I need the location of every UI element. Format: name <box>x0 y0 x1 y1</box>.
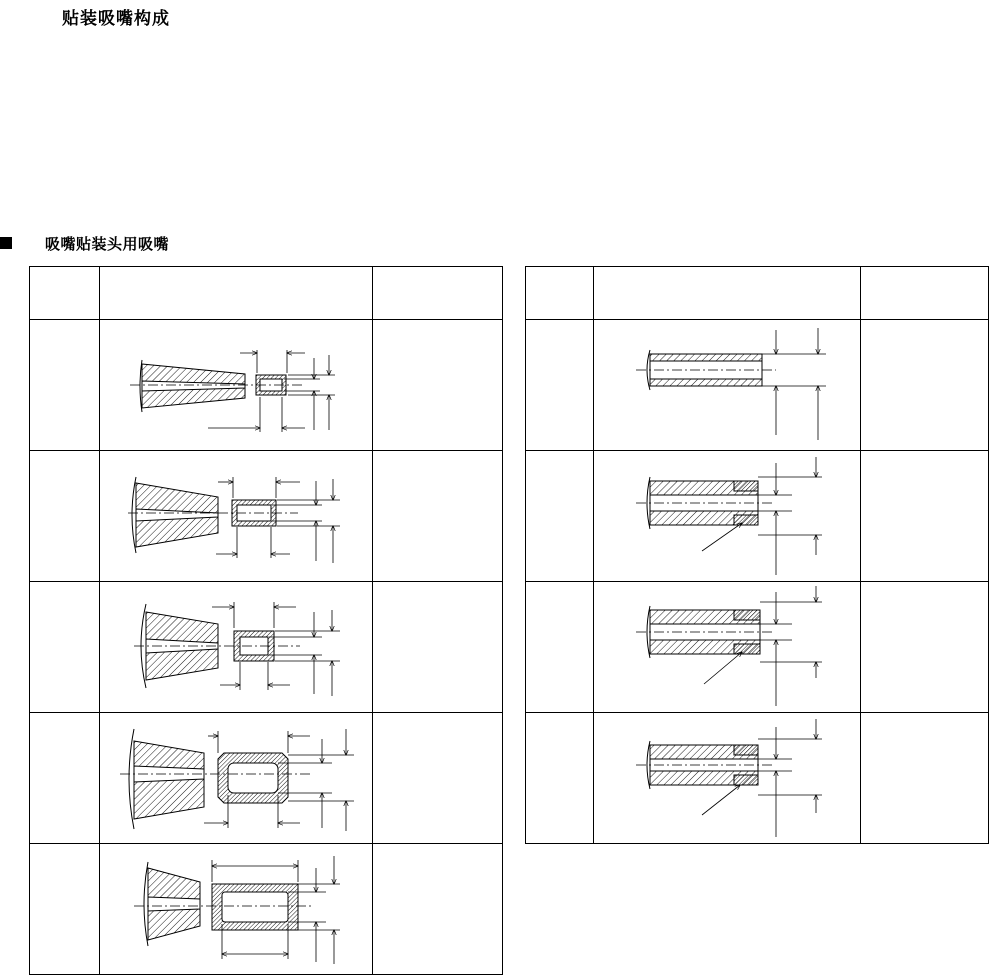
note-cell <box>373 713 503 844</box>
table-row <box>526 713 989 844</box>
table-row <box>526 451 989 582</box>
table-header-row <box>526 267 989 320</box>
figure-cell <box>100 713 373 844</box>
header-cell <box>594 267 861 320</box>
nozzle-straight-tube-diagram <box>594 320 861 450</box>
nozzle-tube-with-tip-ring-diagram <box>594 451 861 581</box>
nozzle-small-rect-tip-diagram <box>100 320 373 450</box>
header-cell <box>30 267 100 320</box>
note-cell <box>373 582 503 713</box>
figure-cell <box>594 320 861 451</box>
nozzle-large-rounded-tip-diagram <box>100 713 373 843</box>
table-header-row <box>30 267 503 320</box>
table-row <box>30 713 503 844</box>
figure-cell <box>100 451 373 582</box>
row-id-cell <box>30 451 100 582</box>
figure-cell <box>594 582 861 713</box>
table-row <box>30 320 503 451</box>
row-id-cell <box>30 844 100 975</box>
page-title: 贴装吸嘴构成 <box>62 9 170 29</box>
square-bullet-icon <box>0 237 12 249</box>
note-cell <box>861 320 989 451</box>
right-nozzle-table <box>525 266 989 844</box>
nozzle-medium-rect-tip-diagram <box>100 451 373 581</box>
row-id-cell <box>30 582 100 713</box>
figure-cell <box>100 320 373 451</box>
row-id-cell <box>526 320 594 451</box>
left-nozzle-table <box>29 266 503 975</box>
table-row <box>30 451 503 582</box>
table-row <box>526 320 989 451</box>
table-row <box>30 844 503 975</box>
note-cell <box>373 451 503 582</box>
figure-cell <box>100 582 373 713</box>
row-id-cell <box>526 582 594 713</box>
nozzle-tube-with-tip-ring-narrow-diagram <box>594 713 861 843</box>
note-cell <box>861 713 989 844</box>
note-cell <box>373 844 503 975</box>
header-cell <box>526 267 594 320</box>
figure-cell <box>594 713 861 844</box>
nozzle-medium-square-tip-diagram <box>100 582 373 712</box>
table-row <box>30 582 503 713</box>
header-cell <box>100 267 373 320</box>
row-id-cell <box>526 451 594 582</box>
note-cell <box>861 451 989 582</box>
figure-cell <box>594 451 861 582</box>
section-heading <box>0 233 169 253</box>
row-id-cell <box>30 713 100 844</box>
section-heading-text: 吸嘴贴装头用吸嘴 <box>45 234 170 253</box>
figure-cell <box>100 844 373 975</box>
row-id-cell <box>526 713 594 844</box>
note-cell <box>373 320 503 451</box>
nozzle-tube-with-tip-ring-wide-diagram <box>594 582 861 712</box>
table-row <box>526 582 989 713</box>
note-cell <box>861 582 989 713</box>
header-cell <box>861 267 989 320</box>
nozzle-large-rect-tip-diagram <box>100 844 373 974</box>
row-id-cell <box>30 320 100 451</box>
header-cell <box>373 267 503 320</box>
